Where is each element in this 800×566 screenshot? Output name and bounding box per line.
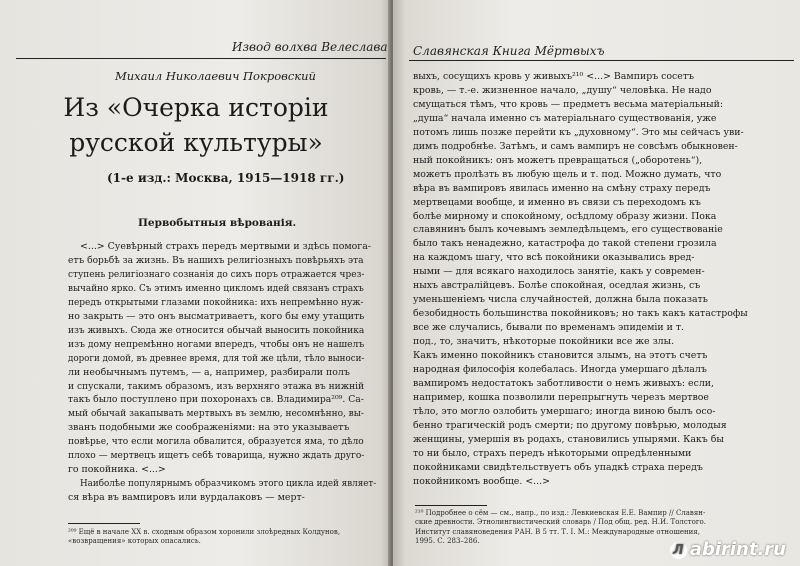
text-line: все же случались, бывали по временамъ эпидеміи и т.	[413, 322, 684, 334]
text-line: тѣло, это могло озлобить умершаго; иногда виною былъ осо-	[413, 405, 716, 417]
footnote-line: 1995. С. 283–286.	[415, 537, 480, 546]
chapter-title-line-1: Из «Очерка исторіи	[63, 93, 329, 122]
text-line: например, кошка позволили перепрыгнуть черезъ мертвое	[413, 391, 709, 403]
text-line: на каждомъ шагу, что всѣ покойники оказывались вред-	[413, 252, 695, 264]
chapter-title-line-2: русской культуры»	[69, 128, 323, 157]
text-line: <...> Суевѣрный страхъ передъ мертвыми и здѣсь помога-	[80, 241, 371, 252]
right-head-rule	[409, 60, 794, 61]
text-line: славянинъ былъ кочевымъ земледѣльцемъ, его существованіе	[413, 224, 723, 236]
text-line: и спускали, такимъ образомъ, изъ верхняго этажа въ нижній	[68, 380, 365, 392]
text-line: мый обычай закапывать мертвыхъ въ землю, несомнѣнно, вы-	[68, 408, 364, 420]
right-footnote-rule	[415, 505, 487, 506]
section-heading: Первобытныя вѣрованія.	[138, 217, 297, 229]
footnote-line: ²⁰⁹ Ещё в начале XX в. сходным образом хоронили злоѣредных Колдунов,	[68, 528, 341, 536]
right-running-head: Славянская Книга Мёртвыхъ	[413, 44, 605, 58]
text-line: ли необычнымъ путемъ, — а, например, разбирали полъ	[68, 366, 350, 378]
text-line: вѣра въ вампировъ явилась именно на смѣну страху передъ	[413, 182, 711, 194]
labirint-logo-icon: Л	[670, 542, 687, 559]
left-head-rule	[16, 58, 386, 59]
text-line: изъ дому непремѣнно ногами впередъ, чтобы онъ не нашелъ	[68, 338, 365, 350]
left-running-head: Извод волхва Велеслава	[232, 40, 388, 54]
text-line: потомъ лишь позже перейти къ „духовному“. Это мы сейчасъ уви-	[413, 126, 744, 138]
author-name: Михаил Николаевич Покровский	[115, 69, 316, 83]
text-line: безобидность большинства покойниковъ; но такъ какъ катастрофы	[413, 308, 748, 320]
watermark-text: abirint.ru	[689, 539, 786, 560]
left-footnote-rule	[68, 523, 140, 524]
text-line: под., то, значитъ, нѣкоторые покойники все же злы.	[413, 336, 675, 348]
text-line: ступень религіознаго сознанія до сихъ поръ отражается чрез-	[68, 268, 365, 280]
text-line: плохо — мертвецъ ищетъ себѣ товарища, нужно ждать друго-	[68, 450, 365, 462]
text-line: ными — для всякаго находилось занятіе, какъ у современ-	[413, 266, 705, 278]
text-line: ный покойникъ: онъ можетъ превращаться („оборотень“),	[413, 154, 703, 166]
footnote-line: ²¹⁰ Подробнее о сём — см., напр., по изд.: Левкиевская Е.Е. Вампир // Славян-	[415, 509, 706, 517]
text-line: „душа“ начала именно съ матеріальнаго существованія, уже	[413, 112, 717, 124]
text-line: ныхъ австралійцевъ. Болѣе спокойная, оседлая жизнь, съ	[413, 280, 701, 292]
footnote-line: ские древности. Этнолингвистический словарь / Под общ. ред. Н.И. Толстого.	[415, 518, 706, 527]
text-line: Наиболѣе популярнымъ образчикомъ этого цикла идей являет-	[80, 478, 377, 490]
text-line: женщины, умершія въ родахъ, становились упырями. Какъ бы	[413, 433, 724, 445]
footnote-line: Институт славяноведения РАН. В 5 тт. Т. I. М.: Международные отношения,	[415, 527, 700, 536]
text-line: димъ подробнѣе. Затѣмъ, и самъ вампиръ не совсѣмъ обыкновен-	[413, 140, 738, 152]
text-line: повѣрье, что если могила обвалится, образуется яма, то дѣло	[68, 436, 364, 448]
text-line: но закрыть — это онъ высматриваетъ, кого бы ему утащить	[68, 310, 365, 322]
text-line: такъ было поступлено при похоронахъ св. Владимира²⁰⁹. Са-	[68, 394, 364, 406]
text-line: дороги домой, въ древнее время, для той же цѣли, тѣло выноси-	[68, 352, 365, 364]
text-line: смущаться тѣмъ, что кровь — предметъ весьма матеріальный:	[413, 98, 724, 110]
text-line: покойниками свидѣтельствуетъ объ упадкѣ страха передъ	[413, 461, 703, 473]
text-line: кровь, — т.-е. жизненное начало, „душу“ человѣка. Не надо	[413, 84, 712, 96]
text-line: можетъ пролѣзть въ любую щель и т. под. Можно думать, что	[413, 168, 722, 180]
text-line: мертвецами вообще, и именно въ связи съ переходомъ къ	[413, 196, 701, 208]
text-line: бенно трагическій родъ смерти; по другому повѣрью, молодыя	[413, 419, 727, 431]
text-line: то ни было, страхъ передъ нѣкоторыми опредѣленными	[413, 447, 692, 459]
text-line: вычайно ярко. Съ этимъ именно цикломъ идей связанъ страхъ	[68, 282, 364, 294]
text-line: выхъ, сосущихъ кровь у живыхъ²¹⁰ <...> Вампиръ сосетъ	[413, 71, 694, 82]
text-line: покойникомъ вообще. <...>	[413, 475, 550, 487]
footnote-line: «возвращения» которых опасались.	[68, 537, 201, 546]
text-line: народная философія колебалась. Иногда умершаго дѣлалъ	[413, 363, 707, 375]
text-line: передъ открытыми глазами покойника: ихъ непремѣнно нуж-	[68, 296, 364, 308]
text-line: званъ подобными же соображеніями: на это указываетъ	[68, 422, 350, 434]
labirint-watermark	[670, 539, 786, 560]
edition-note: (1-е изд.: Москва, 1915—1918 гг.)	[107, 171, 345, 185]
text-line: вампиромъ недостатокъ заботливости о немъ живыхъ: если,	[413, 377, 715, 389]
text-line: болѣе мирному и спокойному, осѣдлому образу жизни. Пока	[413, 210, 717, 222]
text-line: уменьшеніемъ числа случайностей, должна была показать	[413, 294, 708, 306]
text-line: ся вѣра въ вампировъ или вурдалаковъ — мерт-	[68, 492, 305, 504]
text-line: етъ борьбѣ за жизнь. Въ нашихъ религіозныхъ повѣрьяхъ эта	[68, 254, 364, 266]
text-line: было такъ ненадежно, катастрофа до такой степени грозила	[413, 238, 717, 250]
text-line: Какъ именно покойникъ становится злымъ, на этотъ счетъ	[413, 350, 708, 361]
left-page	[0, 0, 392, 566]
text-line: го покойника. <...>	[68, 464, 166, 476]
text-line: изъ живыхъ. Сюда же относится обычай выносить покойника	[68, 324, 365, 336]
right-page	[393, 0, 800, 566]
